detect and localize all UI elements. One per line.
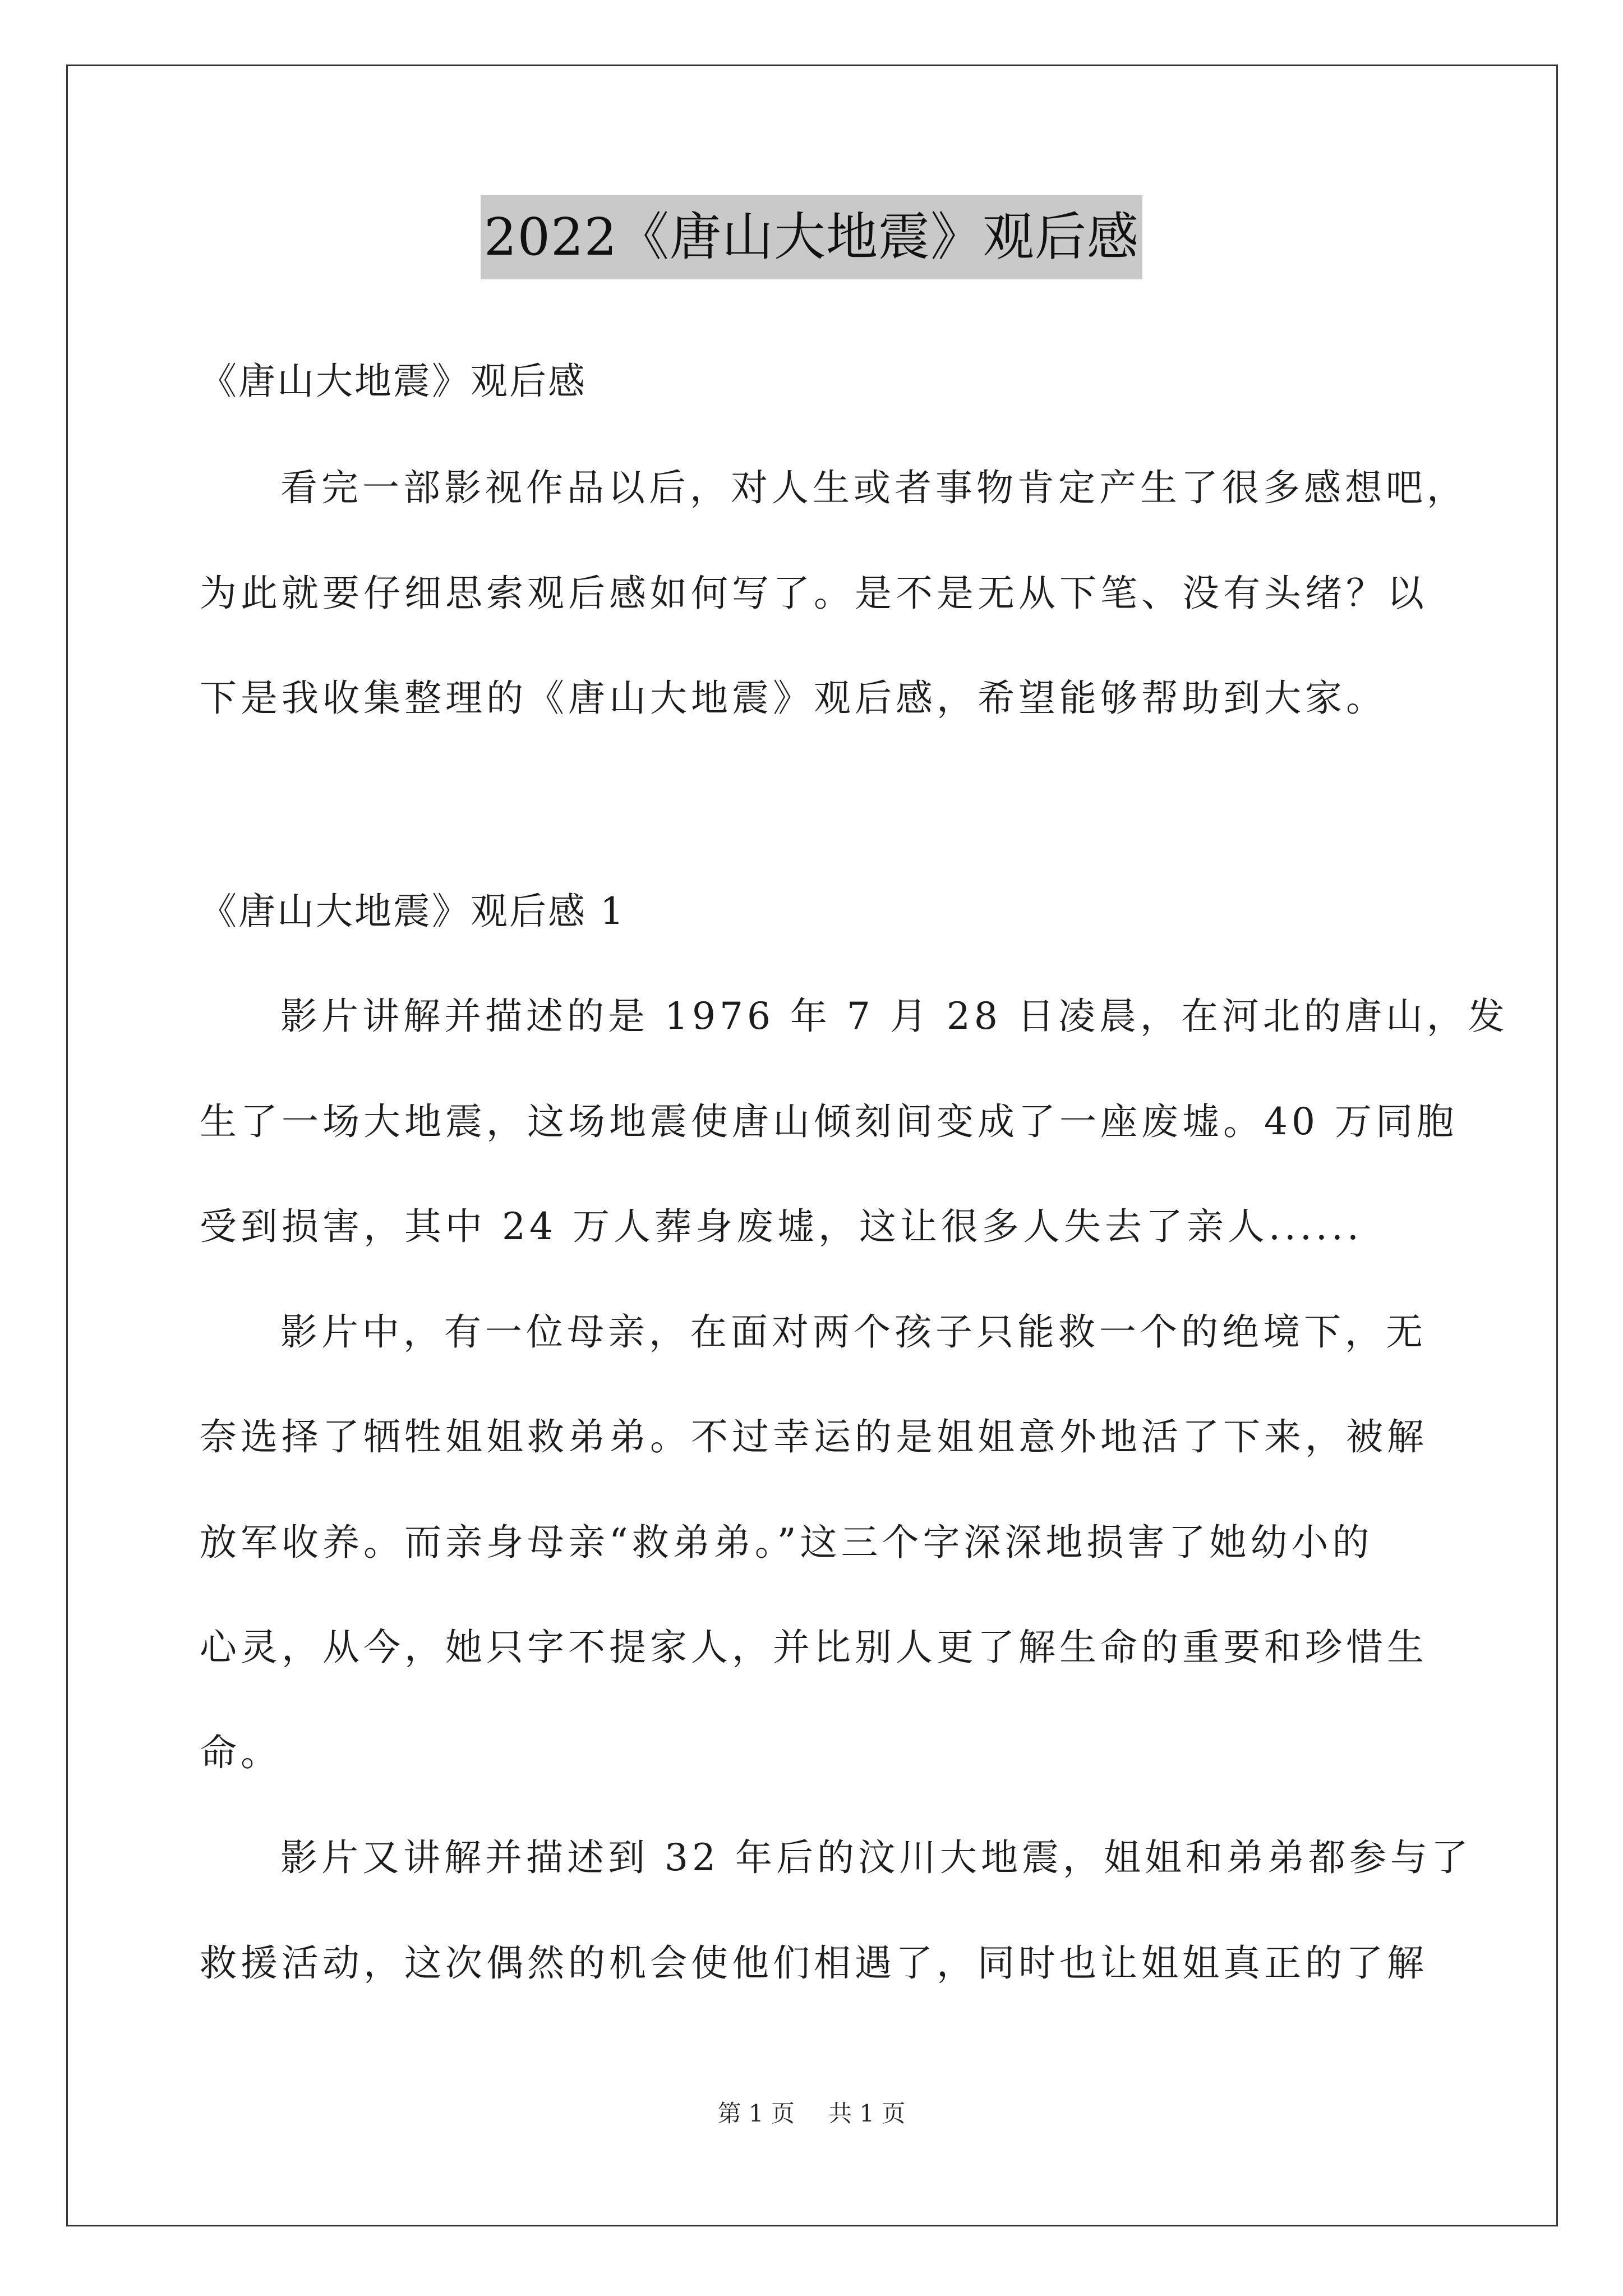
section-heading: 《唐山大地震》观后感 1 (200, 890, 625, 933)
paragraph-line: 影片又讲解并描述到 32 年后的汶川大地震，姐姐和弟弟都参与了 (280, 1836, 1472, 1879)
paragraph-line: 影片中，有一位母亲，在面对两个孩子只能救一个的绝境下，无 (280, 1310, 1427, 1354)
paragraph-line: 影片讲解并描述的是 1976 年 7 月 28 日凌晨，在河北的唐山，发 (280, 995, 1509, 1038)
intro-line: 看完一部影视作品以后，对人生或者事物肯定产生了很多感想吧， (280, 466, 1468, 509)
paragraph-line: 放军收养。而亲身母亲“救弟弟。”这三个字深深地损害了她幼小的 (200, 1521, 1373, 1564)
paragraph-line: 救援活动，这次偶然的机会使他们相遇了，同时也让姐姐真正的了解 (200, 1941, 1428, 1985)
title-container (0, 195, 1623, 279)
intro-line: 为此就要仔细思索观后感如何写了。是不是无从下笔、没有头绪？以 (200, 572, 1428, 615)
page-footer (0, 2097, 1623, 2131)
intro-line: 下是我收集整理的《唐山大地震》观后感，希望能够帮助到大家。 (200, 677, 1387, 720)
intro-heading: 《唐山大地震》观后感 (200, 360, 587, 403)
page-number: 第 1 页 (717, 2100, 795, 2127)
page-total: 共 1 页 (828, 2100, 906, 2127)
paragraph-line: 生了一场大地震，这场地震使唐山倾刻间变成了一座废墟。40 万同胞 (200, 1100, 1458, 1143)
paragraph-line: 心灵，从今，她只字不提家人，并比别人更了解生命的重要和珍惜生 (200, 1626, 1428, 1669)
document-title: 2022《唐山大地震》观后感 (481, 195, 1142, 279)
paragraph-line: 受到损害，其中 24 万人葬身废墟，这让很多人失去了亲人...... (200, 1205, 1363, 1248)
paragraph-line: 奈选择了牺牲姐姐救弟弟。不过幸运的是姐姐意外地活了下来，被解 (200, 1415, 1428, 1458)
paragraph-line: 命。 (200, 1731, 282, 1774)
